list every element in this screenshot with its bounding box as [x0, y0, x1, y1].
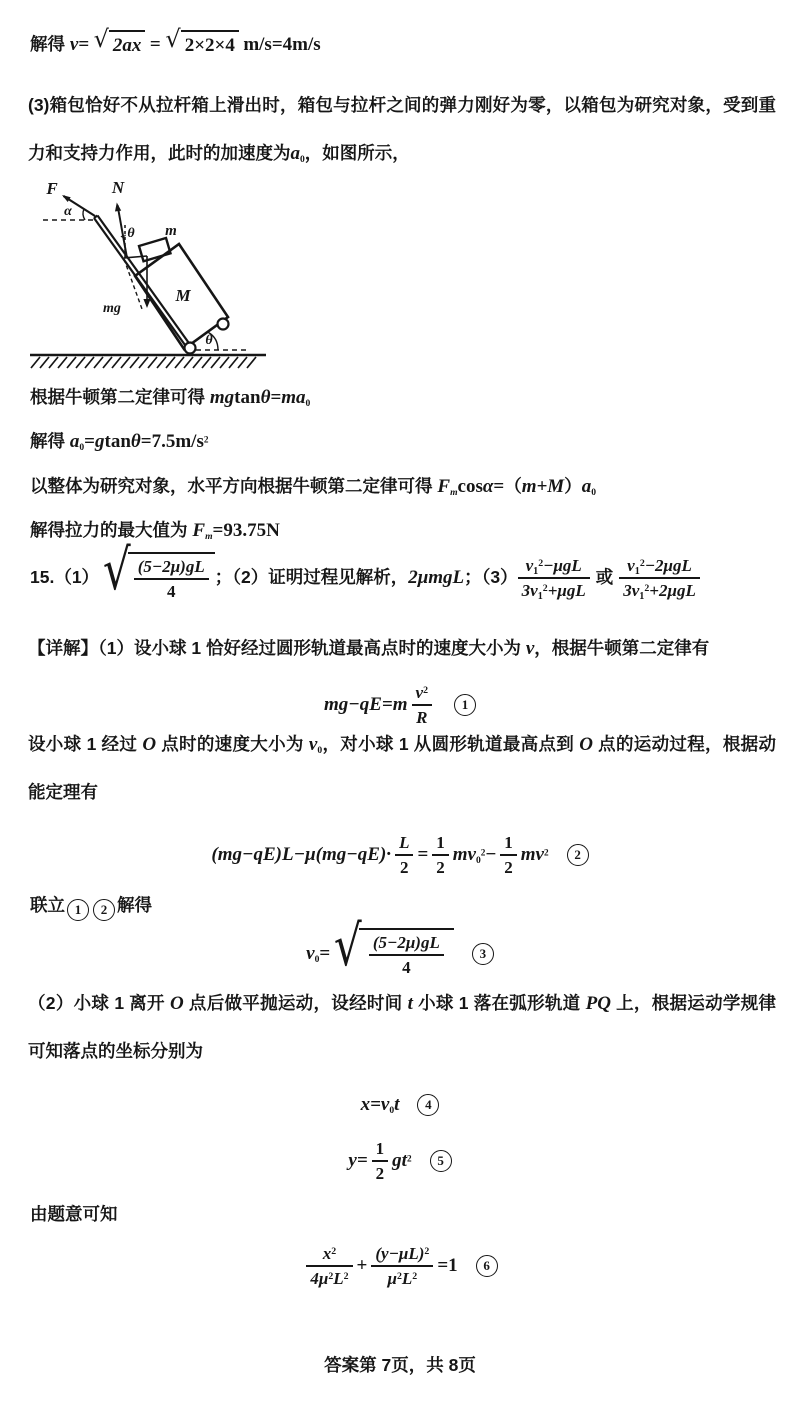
circled-1: 1 — [67, 899, 89, 921]
radical-sign: √ — [102, 538, 131, 603]
radicand-2x2x4: 2×2×4 — [181, 30, 239, 60]
equation-tag-5: 5 — [430, 1150, 452, 1172]
radical-sign: √ — [93, 25, 109, 53]
equation-4 — [0, 1094, 800, 1116]
radical-sign: √ — [334, 914, 362, 979]
equation-6-frac-2: $\frac{(y-\mu L)^2}{\mu^2L^2}$ — [371, 1243, 433, 1290]
force-diagram — [24, 178, 274, 378]
answer15-middle: ；（2）证明过程见解析，2μmgL；（3） — [214, 566, 518, 588]
equation-3-lhs: $v_0=$ — [306, 942, 331, 965]
line-solve-a0: 解得 $a_0=gtan\theta=7.5m/s^2$ — [30, 431, 209, 453]
equation-3 — [0, 914, 800, 980]
label-alpha: α — [64, 204, 72, 219]
equation-tag-6: 6 — [476, 1255, 498, 1277]
label-theta-top: θ — [127, 226, 135, 241]
equation-6-frac-1: $\frac{x^2}{4\mu^2L^2}$ — [306, 1243, 352, 1290]
equation-2-part-c: $mv_0^2-$ — [452, 844, 497, 867]
label-mass-m: m — [165, 223, 177, 239]
label-force-F: F — [46, 179, 58, 198]
equation-tag-1: 1 — [454, 694, 476, 716]
radical-2x2x4 — [165, 25, 238, 60]
equation-5 — [0, 1138, 800, 1185]
answer15-head: 15.（1） — [30, 567, 100, 588]
equation-6 — [0, 1243, 800, 1290]
answer3-fraction-2: $\frac{v_1^2-2\mu gL}{3v_1^2+2\mu gL}$ — [619, 555, 700, 602]
equation-tag-2: 2 — [567, 844, 589, 866]
circled-2: 2 — [93, 899, 115, 921]
velocity-lhs: v= — [69, 34, 90, 55]
equation-2-frac-half-1: $\frac{1}{2}$ — [432, 832, 449, 879]
ground-hatching — [31, 357, 256, 368]
radical-2ax — [93, 25, 146, 60]
label-mass-M: M — [175, 286, 191, 305]
line-from-problem: 由题意可知 — [30, 1204, 118, 1224]
paragraph-detail-3: （2）小球 1 离开 O 点后做平抛运动，设经时间 t 小球 1 落在弧形轨道 PQ 上，根据运动学规律可知落点的坐标分别为 — [28, 993, 776, 1061]
equation-2-frac-L2: $\frac{L}{2}$ — [395, 832, 413, 879]
radical-answer1 — [99, 538, 215, 604]
equation-2-part-a: (mg−qE)L−μ(mg−qE)· — [211, 844, 392, 866]
line-newton-second-law: 根据牛顿第二定律可得 $mgtan\theta=ma_0$ — [30, 387, 311, 409]
label-weight-mg: mg — [103, 301, 121, 316]
fraction-under-radical: $\frac{(5-2\mu)gL}{4}$ — [134, 556, 209, 603]
page-footer: 答案第 7页，共 8页 — [324, 1355, 476, 1375]
equation-2-part-d: $mv^2$ — [520, 844, 549, 866]
equation-1-fraction: $\frac{v^2}{R}$ — [412, 682, 432, 729]
label-theta-bottom: θ — [205, 333, 213, 348]
equation-2-equals: = — [417, 844, 429, 866]
equation-1-lhs: mg−qE=m — [323, 694, 408, 716]
combine-suffix: 解得 — [117, 895, 152, 915]
equation-6-plus: + — [356, 1255, 368, 1277]
equation-5-rhs: $gt^2$ — [392, 1150, 412, 1172]
equation-5-fraction: $\frac{1}{2}$ — [372, 1138, 389, 1185]
equals-sign: = — [149, 34, 166, 55]
equation-tag-3: 3 — [472, 943, 494, 965]
line-solve-velocity — [30, 25, 321, 60]
line-whole-system: 以整体为研究对象，水平方向根据牛顿第二定律可得 $F_m\cos\alpha=(m+M)a_0$ — [30, 476, 596, 498]
equation-6-rhs: =1 — [437, 1255, 458, 1277]
paragraph-detail-1: 【详解】（1）设小球 1 恰好经过圆形轨道最高点时的速度大小为 v，根据牛顿第二定律有 — [28, 638, 710, 659]
wheel-bottom — [185, 343, 196, 354]
solve-label: 解得 — [30, 34, 70, 55]
equation-tag-4: 4 — [417, 1094, 439, 1116]
equation-2-frac-half-2: $\frac{1}{2}$ — [500, 832, 517, 879]
combine-prefix: 联立 — [30, 895, 65, 915]
line-answer-15 — [30, 538, 700, 604]
radical-equation-3 — [330, 914, 454, 980]
paragraph-part3: (3)箱包恰好不从拉杆箱上滑出时，箱包与拉杆之间的弹力刚好为零，以箱包为研究对象，受到重力和支持力作用，此时的加速度为$a_0$，如图所示， — [28, 95, 776, 165]
line-max-force: 解得拉力的最大值为 $F_m=93.75N$ — [30, 520, 280, 542]
wheel-right — [218, 319, 229, 330]
radical-sign: √ — [165, 25, 181, 53]
or-word: 或 — [595, 567, 614, 588]
equation-4-body: $x=v_0t$ — [360, 1094, 400, 1116]
line-combine — [30, 893, 152, 921]
equation-3-fraction: $\frac{(5-2\mu)gL}{4}$ — [369, 932, 444, 979]
answer3-fraction-1: $\frac{v_1^2-\mu gL}{3v_1^2+\mu gL}$ — [518, 555, 590, 602]
bag-m-box — [139, 238, 171, 261]
radicand-2ax: 2ax — [109, 30, 146, 60]
equation-5-lhs: y= — [348, 1150, 368, 1172]
velocity-result: m/s=4m/s — [243, 34, 321, 55]
equation-2 — [0, 832, 800, 879]
paragraph-detail-2: 设小球 1 经过 O 点时的速度大小为 $v_0$，对小球 1 从圆形轨道最高点到 O 点的运动过程，根据动能定理有 — [28, 734, 776, 802]
label-normal-N: N — [111, 178, 125, 197]
